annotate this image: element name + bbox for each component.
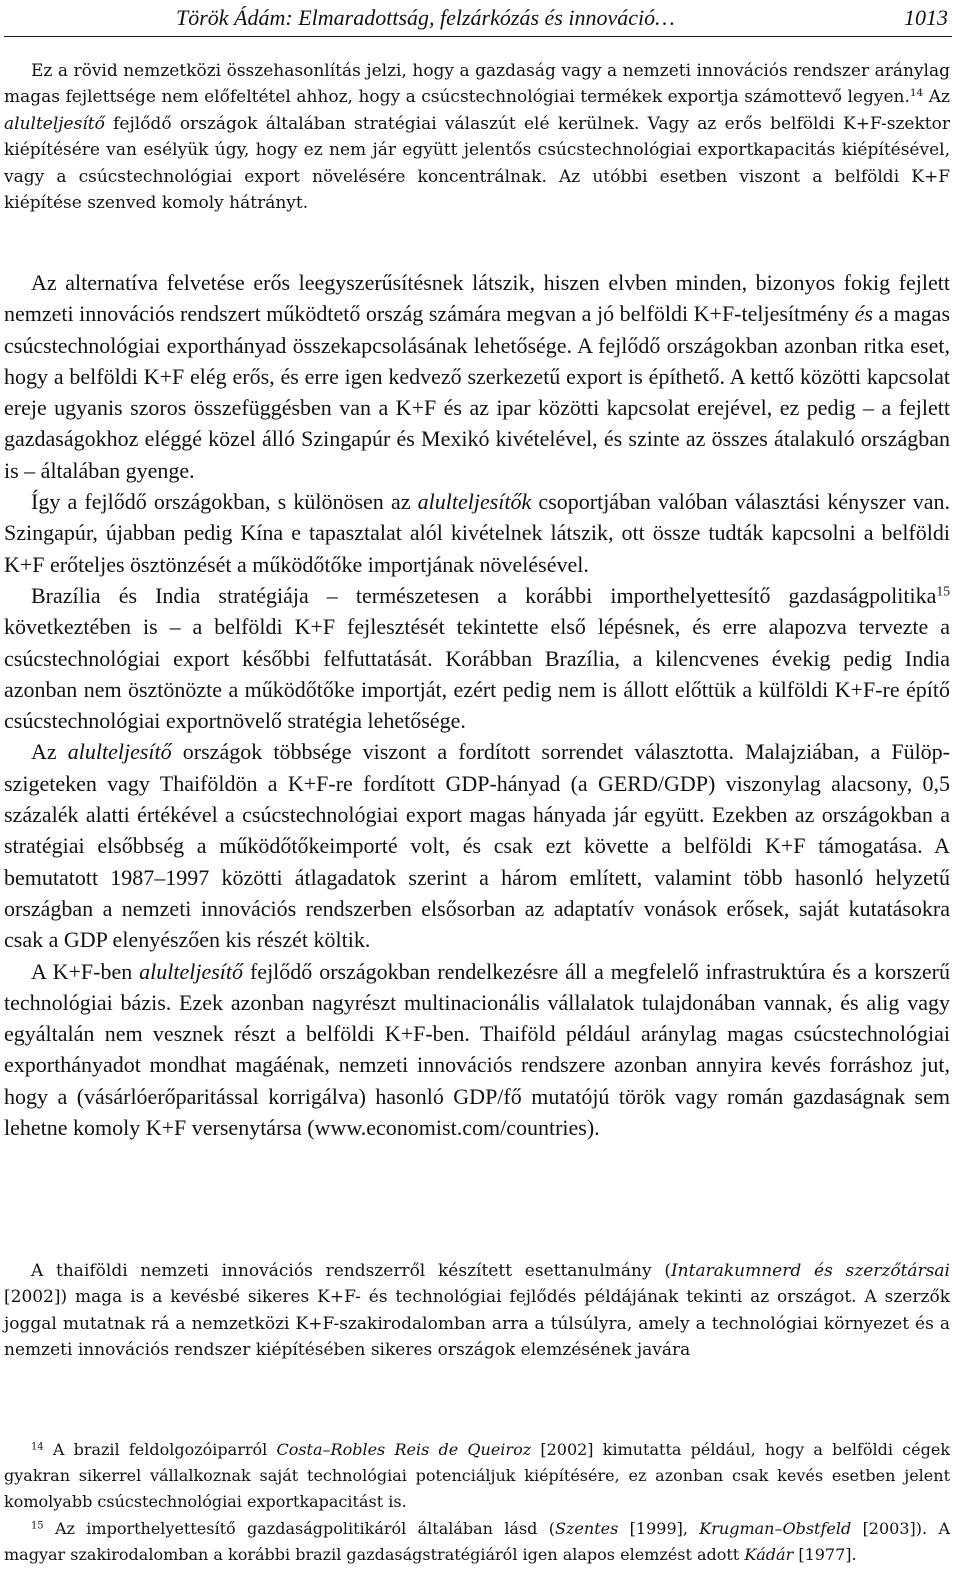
footnotes	[4, 1437, 950, 1568]
paragraph-text: A K+F-ben	[31, 958, 140, 984]
running-header	[4, 2, 952, 37]
paragraph-2	[4, 486, 950, 580]
footnote-emphasis: Krugman–Obstfeld	[699, 1519, 852, 1538]
footnote-emphasis: Costa–Robles Reis de Queiroz	[276, 1440, 532, 1459]
paragraph-5	[4, 956, 950, 1144]
paragraph-text: következtében is – a belföldi K+F fejlesztését tekintette első lépésnek, és erre alapozva tervezte a csúcstechnológiai export későbbi felfuttatását. Korábban Brazília, a kilencvenes évekig pedig India azonban nem ösztönözte a működőtőke importját, ezért pedig nem is állott előttük a külföldi K+F-re építő csúcstechnológiai exportnövelő stratégia lehetősége.	[4, 614, 950, 734]
closing-text: A thaiföldi nemzeti innovációs rendszerről készített esettanulmány (	[31, 1261, 671, 1281]
footnote-text: [1999],	[618, 1519, 700, 1538]
paragraph-text: Az alternatíva felvetése erős leegyszerűsítésnek látszik, hiszen elvben minden, bizonyos fokig fejlett nemzeti innovációs rendszert működtető ország számára megvan a jó belföldi K+F-teljesítmény	[4, 270, 950, 327]
footnote-number: 15	[31, 1520, 44, 1532]
paragraph-emphasis: alulteljesítők	[417, 489, 532, 515]
paragraph-emphasis: alulteljesítő	[67, 739, 172, 765]
paragraph-text: fejlődő országokban rendelkezésre áll a megfelelő infrastruktúra és a korszerű technológiai bázis. Ezek azonban nagyrészt multinacionális vállalatok tulajdonában vannak, és alig vagy egyáltalán nem vesznek részt a belföldi K+F-ben. Thaiföld például aránylag magas csúcstechnológiai exporthányadot mondhat magáénak, nemzeti innovációs rendszere azonban annyira kevés forráshoz jut, hogy a (vásárlóerőparitással korrigálva) hasonló GDP/fő mutatójú török vagy román gazdaságnak sem lehetne komoly K+F versenytársa (www.economist.com/countries).	[4, 958, 950, 1141]
main-text	[4, 267, 950, 1143]
paragraph-emphasis: alulteljesítő	[139, 958, 244, 984]
paragraph-text: a magas csúcstechnológiai exporthányad összekapcsolásának lehetősége. A fejlődő országokban azonban ritka eset, hogy a belföldi K+F elég erős, és erre igen kedvező szerkezetű export is építhető. A kettő közötti kapcsolat ereje ugyanis szoros összefüggésben van a K+F és az ipar közötti kapcsolat erejével, ez pedig – a fejlett gazdaságokhoz eléggé közel álló Szingapúr és Mexikó kivételével, és szinte az összes átalakuló országban is – általában gyenge.	[4, 301, 951, 483]
footnote-emphasis: Szentes	[555, 1519, 619, 1538]
paragraph-4	[4, 736, 950, 955]
footnote-ref-14: 14	[909, 87, 924, 100]
paragraph-text: csoportjában valóban választási kényszer van. Szingapúr, újabban pedig Kína e tapasztalat alól kivételnek látszik, ott össze tudták kapcsolni a belföldi K+F erőteljes ösztönzését a működőtőke importjának növelésével.	[4, 489, 951, 577]
footnote-text: [2003]). A magyar szakirodalomban a korábbi brazil gazdaságstratégiáról igen alapos elemzést adott	[4, 1519, 950, 1564]
closing-text: [2002]) maga is a kevésbé sikeres K+F- és technológiai fejlődés példájának tekinti az országot. A szerzők joggal mutatnak rá a nemzetközi K+F-szakirodalomban arra a túlsúlyra, amely a technológiai környezet és a nemzeti innovációs rendszer kiépítésében sikeres országok elemzésének javára	[4, 1287, 950, 1361]
footnote-text: [1977].	[793, 1545, 857, 1564]
footnote-text: A brazil feldolgozóiparról	[43, 1440, 277, 1459]
page-number: 1013	[904, 5, 948, 30]
running-title: Török Ádám: Elmaradottság, felzárkózás és innováció…	[176, 5, 675, 30]
intro-text: Ez a rövid nemzetközi összehasonlítás jelzi, hogy a gazdaság vagy a nemzeti innovációs rendszer aránylag magas fejlettsége nem előfeltétel ahhoz, hogy a csúcstechnológiai termékek exportja számottevő legyen.	[4, 61, 950, 108]
footnote-ref-15: 15	[936, 583, 950, 599]
footnote-text: [2002] kimutatta például, hogy a belföldi cégek gyakran sikerrel vállalkoznak saját technológiai potenciáljuk kiépítésére, ez azonban csak kevés esetben jelent komolyabb csúcstechnológiai exportkapacitást is.	[4, 1440, 951, 1511]
closing-emphasis: Intarakumnerd és szerzőtársai	[670, 1261, 950, 1281]
closing-paragraph	[4, 1258, 950, 1364]
footnote-15	[4, 1516, 950, 1568]
paragraph-text: Brazília és India stratégiája – természetesen a korábbi importhelyettesítő gazdaságpolitika	[31, 582, 937, 608]
intro-text: fejlődő országok általában stratégiai válaszút elé kerülnek. Vagy az erős belföldi K+F-szektor kiépítésére van esélyük úgy, hogy ez nem jár együtt jelentős csúcstechnológiai exportkapacitás kiépítésével, vagy a csúcstechnológiai export növelésére koncentrálnak. Az utóbbi esetben viszont a belföldi K+F kiépítése szenved komoly hátrányt.	[4, 113, 950, 214]
footnote-text: Az importhelyettesítő gazdaságpolitikáról általában lásd (	[43, 1519, 556, 1538]
paragraph-text: Az	[31, 739, 68, 765]
intro-emphasis: alulteljesítő	[4, 113, 105, 134]
paragraph-3	[4, 580, 950, 736]
paragraph-text: országok többsége viszont a fordított sorrendet választotta. Malajziában, a Fülöp-szigeteken vagy Thaiföldön a K+F-re fordított GDP-hányad (a GERD/GDP) viszonylag alacsony, 0,5 százalék alatti értékével a csúcstechnológiai export magas hányada jár együtt. Ezekben az országokban a stratégiai elsőbbség a működőtőkeimporté volt, és csak ezt követte a belföldi K+F támogatása. A bemutatott 1987–1997 közötti átlagadatok szerint a három említett, valamint több hasonló helyzetű országban a nemzeti innovációs rendszerben elsősorban az adaptatív vonások erősek, saját kutatásokra csak a GDP elenyészően kis részét költik.	[4, 739, 951, 953]
paragraph-emphasis: és	[854, 301, 873, 327]
paragraph-text: Így a fejlődő országokban, s különösen az	[31, 489, 418, 515]
footnote-14	[4, 1437, 950, 1515]
intro-text: Az	[923, 87, 950, 108]
paragraph-1	[4, 267, 950, 486]
intro-paragraph	[4, 58, 950, 216]
footnote-emphasis: Kádár	[744, 1545, 794, 1564]
footnote-number: 14	[31, 1441, 44, 1453]
